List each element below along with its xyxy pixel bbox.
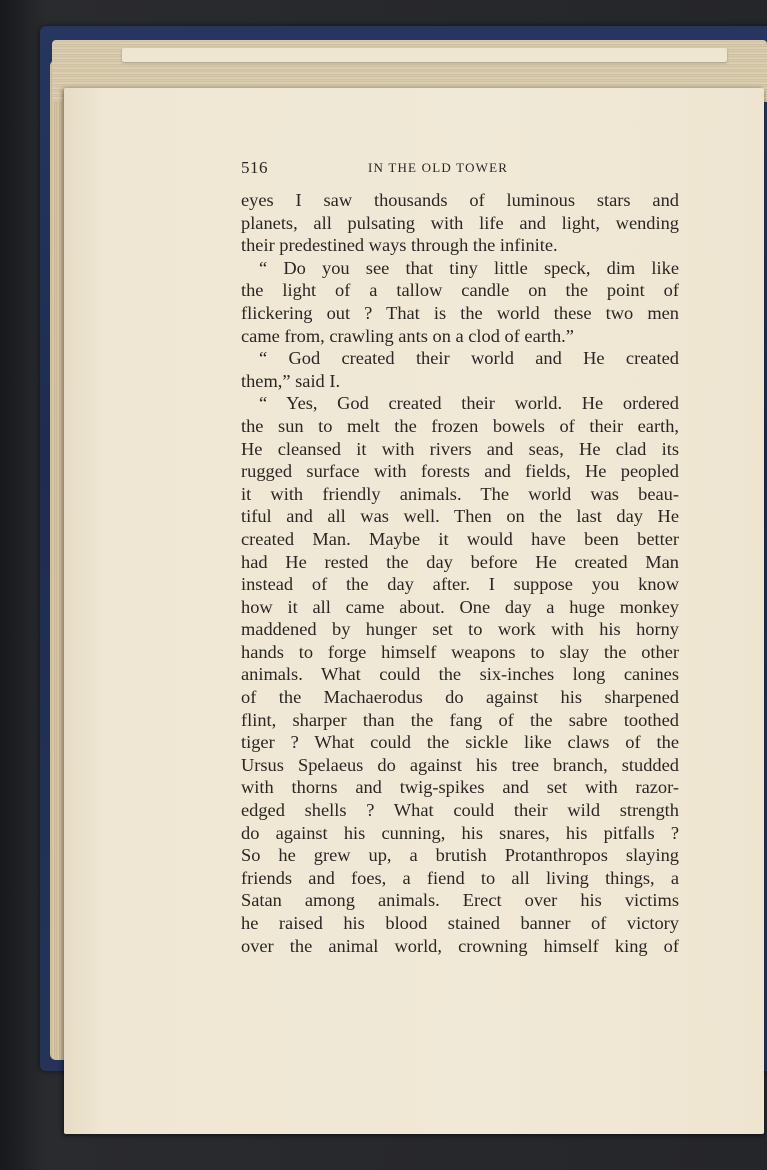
text-line: He cleansed it with rivers and seas, He clad its [241, 438, 679, 459]
text-line: how it all came about. One day a huge monkey [241, 596, 679, 617]
text-line: flint, sharper than the fang of the sabre toothed [241, 709, 679, 730]
text-line: So he grew up, a brutish Protanthropos slaying [241, 845, 679, 866]
text-line: flickering out ? That is the world these two men [241, 302, 679, 323]
text-line: their predestined ways through the infinite. [241, 235, 558, 256]
text-line: it with friendly animals. The world was beau- [241, 483, 679, 504]
text-line: over the animal world, crowning himself king of [241, 935, 679, 956]
text-line: “ God created their world and He created [259, 348, 679, 369]
text-line: the sun to melt the frozen bowels of their earth, [241, 415, 679, 436]
text-line: the light of a tallow candle on the point of [241, 280, 679, 301]
text-line: Satan among animals. Erect over his victims [241, 890, 679, 911]
text-line: eyes I saw thousands of luminous stars and [241, 190, 679, 210]
page-header [241, 158, 711, 182]
text-line: edged shells ? What could their wild strength [241, 800, 679, 821]
text-line: do against his cunning, his snares, his pitfalls ? [241, 822, 679, 843]
text-line: with thorns and twig-spikes and set with razor- [241, 777, 679, 798]
text-line: instead of the day after. I suppose you know [241, 574, 679, 595]
text-line: planets, all pulsating with life and light, wending [241, 212, 679, 233]
text-line: animals. What could the six-inches long canines [241, 664, 679, 685]
text-line: had He rested the day before He created Man [241, 551, 679, 572]
text-line: hands to forge himself weapons to slay the other [241, 641, 679, 662]
page-number: 516 [241, 158, 268, 177]
text-line: came from, crawling ants on a clod of earth.” [241, 325, 574, 346]
text-line: tiful and all was well. Then on the last day He [241, 506, 679, 527]
text-line: created Man. Maybe it would have been better [241, 528, 679, 549]
text-line: friends and foes, a fiend to all living things, a [241, 867, 679, 888]
text-line: “ Do you see that tiny little speck, dim like [259, 257, 679, 278]
text-line: rugged surface with forests and fields, He peopled [241, 461, 679, 482]
text-line: Ursus Spelaeus do against his tree branch, studded [241, 754, 679, 775]
text-line: “ Yes, God created their world. He ordered [259, 393, 679, 414]
text-line: them,” said I. [241, 370, 341, 391]
running-head: IN THE OLD TOWER [368, 160, 509, 175]
text-line: he raised his blood stained banner of victory [241, 913, 679, 933]
text-line: of the Machaerodus do against his sharpened [241, 687, 679, 708]
text-line: tiger ? What could the sickle like claws of the [241, 732, 679, 753]
body-text [241, 189, 679, 957]
text-line: maddened by hunger set to work with his horny [241, 619, 679, 640]
